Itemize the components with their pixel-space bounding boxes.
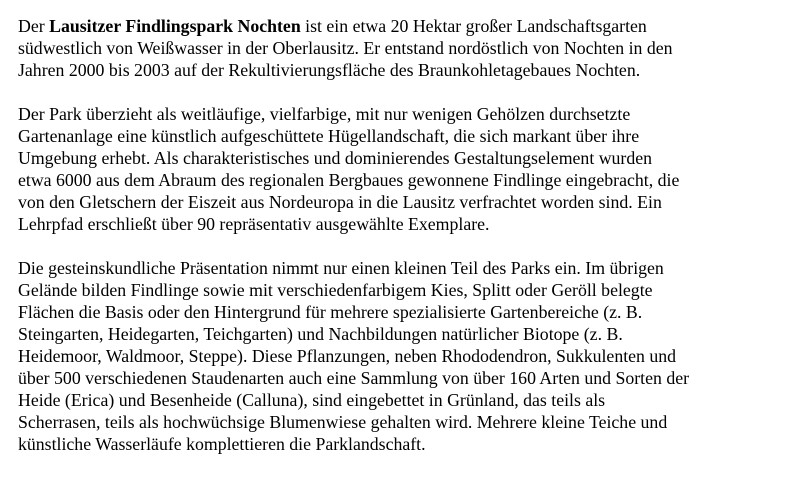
text-segment: Heide (Erica) und Besenheide (Calluna), sind eingebettet in Grünland, das teils als — [18, 390, 606, 410]
text-line — [18, 169, 788, 191]
text-line — [18, 213, 788, 235]
text-segment: südwestlich von Weißwasser in der Oberlausitz. Er entstand nordöstlich von Nochten in den — [18, 38, 673, 58]
text-segment: Der — [18, 16, 50, 36]
text-segment: von den Gletschern der Eiszeit aus Nordeuropa in die Lausitz verfrachtet worden sind. Ein — [18, 192, 662, 212]
text-segment: ist ein etwa 20 Hektar großer Landschaftsgarten — [300, 16, 647, 36]
paragraph-2 — [18, 103, 788, 235]
text-line — [18, 389, 788, 411]
text-line — [18, 411, 788, 433]
document-body — [18, 15, 788, 477]
text-segment: Jahren 2000 bis 2003 auf der Rekultivierungsfläche des Braunkohletagebaues Nochten. — [18, 60, 641, 80]
text-line — [18, 345, 788, 367]
text-line — [18, 191, 788, 213]
text-segment: Lehrpfad erschließt über 90 repräsentativ ausgewählte Exemplare. — [18, 214, 490, 234]
text-line — [18, 323, 788, 345]
text-segment: Der Park überzieht als weitläufige, vielfarbige, mit nur wenigen Gehölzen durchsetzte — [18, 104, 631, 124]
text-segment: Gelände bilden Findlinge sowie mit verschiedenfarbigem Kies, Splitt oder Geröll belegte — [18, 280, 653, 300]
text-line — [18, 125, 788, 147]
text-line — [18, 15, 788, 37]
text-segment: Flächen die Basis oder den Hintergrund für mehrere spezialisierte Gartenbereiche (z. B. — [18, 302, 643, 322]
text-segment: über 500 verschiedenen Staudenarten auch eine Sammlung von über 160 Arten und Sorten der — [18, 368, 690, 388]
paragraph-3 — [18, 257, 788, 455]
text-segment: künstliche Wasserläufe komplettieren die Parklandschaft. — [18, 434, 426, 454]
text-line — [18, 147, 788, 169]
text-line — [18, 103, 788, 125]
park-name-bold: Lausitzer Findlingspark Nochten — [49, 16, 301, 36]
text-segment: etwa 6000 aus dem Abraum des regionalen Bergbaues gewonnene Findlinge eingebracht, die — [18, 170, 680, 190]
text-line — [18, 433, 788, 455]
text-line — [18, 279, 788, 301]
text-segment: Die gesteinskundliche Präsentation nimmt nur einen kleinen Teil des Parks ein. Im übrigen — [18, 258, 664, 278]
text-line — [18, 59, 788, 81]
text-line — [18, 37, 788, 59]
text-segment: Heidemoor, Waldmoor, Steppe). Diese Pflanzungen, neben Rhododendron, Sukkulenten und — [18, 346, 677, 366]
text-segment: Steingarten, Heidegarten, Teichgarten) und Nachbildungen natürlicher Biotope (z. B. — [18, 324, 623, 344]
text-segment: Scherrasen, teils als hochwüchsige Blumenwiese gehalten wird. Mehrere kleine Teiche und — [18, 412, 668, 432]
text-line — [18, 301, 788, 323]
text-line — [18, 257, 788, 279]
text-segment: Gartenanlage eine künstlich aufgeschüttete Hügellandschaft, die sich markant über ihre — [18, 126, 640, 146]
text-line — [18, 367, 788, 389]
text-segment: Umgebung erhebt. Als charakteristisches und dominierendes Gestaltungselement wurden — [18, 148, 653, 168]
paragraph-1 — [18, 15, 788, 81]
